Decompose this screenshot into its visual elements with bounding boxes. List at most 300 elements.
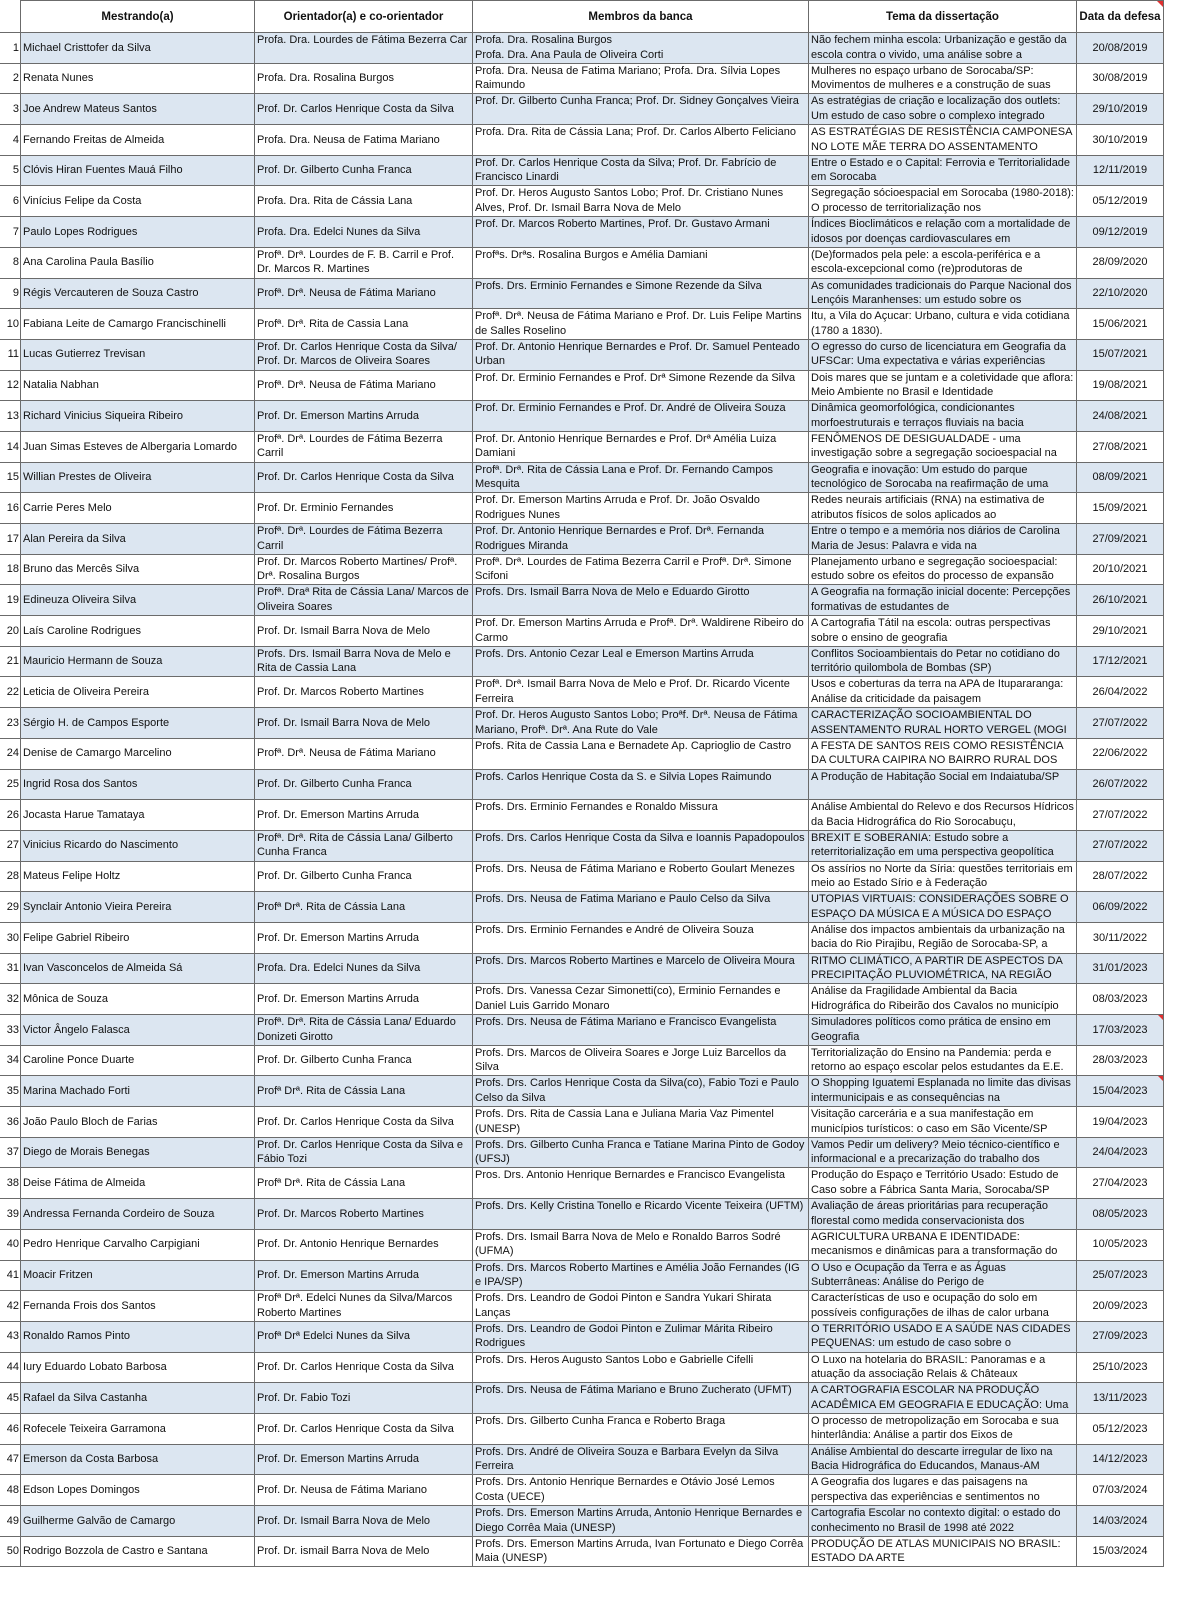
date-cell[interactable] <box>1077 1352 1164 1383</box>
committee-cell[interactable] <box>473 94 809 125</box>
advisor-cell[interactable] <box>255 401 473 432</box>
row-number[interactable] <box>1 738 21 769</box>
student-cell[interactable] <box>21 922 255 953</box>
committee-cell[interactable] <box>473 431 809 462</box>
committee-cell[interactable] <box>473 861 809 892</box>
row-number[interactable] <box>1 186 21 217</box>
theme-cell[interactable] <box>809 830 1077 861</box>
row-number[interactable] <box>1 155 21 186</box>
row-number[interactable] <box>1 1076 21 1107</box>
student-cell[interactable] <box>21 462 255 493</box>
date-cell[interactable] <box>1077 63 1164 94</box>
date-cell[interactable] <box>1077 309 1164 340</box>
theme-cell[interactable] <box>809 585 1077 616</box>
advisor-cell[interactable] <box>255 339 473 370</box>
row-number[interactable] <box>1 1229 21 1260</box>
theme-cell[interactable] <box>809 1413 1077 1444</box>
date-cell[interactable] <box>1077 892 1164 923</box>
row-number[interactable] <box>1 63 21 94</box>
date-cell[interactable] <box>1077 431 1164 462</box>
theme-cell[interactable] <box>809 1321 1077 1352</box>
committee-cell[interactable] <box>473 800 809 831</box>
advisor-cell[interactable] <box>255 1321 473 1352</box>
theme-cell[interactable] <box>809 1229 1077 1260</box>
theme-cell[interactable] <box>809 155 1077 186</box>
student-cell[interactable] <box>21 155 255 186</box>
committee-cell[interactable] <box>473 524 809 555</box>
date-cell[interactable] <box>1077 217 1164 248</box>
committee-cell[interactable] <box>473 922 809 953</box>
row-number[interactable] <box>1 1383 21 1414</box>
student-cell[interactable] <box>21 217 255 248</box>
theme-cell[interactable] <box>809 63 1077 94</box>
advisor-cell[interactable] <box>255 1107 473 1138</box>
committee-cell[interactable] <box>473 1229 809 1260</box>
date-cell[interactable] <box>1077 953 1164 984</box>
header-advisor[interactable]: Orientador(a) e co-orientador <box>255 1 473 33</box>
committee-cell[interactable] <box>473 1260 809 1291</box>
student-cell[interactable] <box>21 585 255 616</box>
student-cell[interactable] <box>21 1383 255 1414</box>
committee-cell[interactable] <box>473 33 809 64</box>
committee-cell[interactable] <box>473 953 809 984</box>
advisor-cell[interactable] <box>255 1260 473 1291</box>
theme-cell[interactable] <box>809 769 1077 800</box>
advisor-cell[interactable] <box>255 1475 473 1506</box>
date-cell[interactable] <box>1077 1413 1164 1444</box>
row-number[interactable] <box>1 585 21 616</box>
student-cell[interactable] <box>21 1291 255 1322</box>
student-cell[interactable] <box>21 186 255 217</box>
date-cell[interactable] <box>1077 94 1164 125</box>
committee-cell[interactable] <box>473 186 809 217</box>
theme-cell[interactable] <box>809 984 1077 1015</box>
theme-cell[interactable] <box>809 493 1077 524</box>
student-cell[interactable] <box>21 1107 255 1138</box>
advisor-cell[interactable] <box>255 953 473 984</box>
student-cell[interactable] <box>21 401 255 432</box>
student-cell[interactable] <box>21 94 255 125</box>
theme-cell[interactable] <box>809 370 1077 401</box>
date-cell[interactable] <box>1077 1199 1164 1230</box>
theme-cell[interactable] <box>809 708 1077 739</box>
row-number[interactable] <box>1 1137 21 1168</box>
committee-cell[interactable] <box>473 1475 809 1506</box>
theme-cell[interactable] <box>809 339 1077 370</box>
advisor-cell[interactable] <box>255 861 473 892</box>
committee-cell[interactable] <box>473 738 809 769</box>
theme-cell[interactable] <box>809 1015 1077 1046</box>
advisor-cell[interactable] <box>255 247 473 278</box>
committee-cell[interactable] <box>473 830 809 861</box>
committee-cell[interactable] <box>473 1045 809 1076</box>
advisor-cell[interactable] <box>255 94 473 125</box>
student-cell[interactable] <box>21 1045 255 1076</box>
student-cell[interactable] <box>21 1229 255 1260</box>
theme-cell[interactable] <box>809 1383 1077 1414</box>
row-number[interactable] <box>1 493 21 524</box>
date-cell[interactable] <box>1077 1444 1164 1475</box>
theme-cell[interactable] <box>809 125 1077 156</box>
advisor-cell[interactable] <box>255 738 473 769</box>
row-number[interactable] <box>1 1107 21 1138</box>
committee-cell[interactable] <box>473 401 809 432</box>
date-cell[interactable] <box>1077 1137 1164 1168</box>
advisor-cell[interactable] <box>255 1045 473 1076</box>
theme-cell[interactable] <box>809 217 1077 248</box>
student-cell[interactable] <box>21 1352 255 1383</box>
student-cell[interactable] <box>21 646 255 677</box>
advisor-cell[interactable] <box>255 309 473 340</box>
advisor-cell[interactable] <box>255 1199 473 1230</box>
date-cell[interactable] <box>1077 585 1164 616</box>
student-cell[interactable] <box>21 800 255 831</box>
row-number[interactable] <box>1 616 21 647</box>
row-number[interactable] <box>1 462 21 493</box>
row-number[interactable] <box>1 309 21 340</box>
committee-cell[interactable] <box>473 1137 809 1168</box>
theme-cell[interactable] <box>809 186 1077 217</box>
advisor-cell[interactable] <box>255 186 473 217</box>
row-number[interactable] <box>1 984 21 1015</box>
committee-cell[interactable] <box>473 1168 809 1199</box>
row-number[interactable] <box>1 1291 21 1322</box>
row-number[interactable] <box>1 1199 21 1230</box>
date-cell[interactable] <box>1077 769 1164 800</box>
advisor-cell[interactable] <box>255 585 473 616</box>
committee-cell[interactable] <box>473 370 809 401</box>
advisor-cell[interactable] <box>255 1383 473 1414</box>
row-number[interactable] <box>1 33 21 64</box>
advisor-cell[interactable] <box>255 892 473 923</box>
student-cell[interactable] <box>21 892 255 923</box>
committee-cell[interactable] <box>473 1291 809 1322</box>
row-number[interactable] <box>1 125 21 156</box>
theme-cell[interactable] <box>809 431 1077 462</box>
date-cell[interactable] <box>1077 922 1164 953</box>
student-cell[interactable] <box>21 830 255 861</box>
row-number[interactable] <box>1 677 21 708</box>
advisor-cell[interactable] <box>255 1076 473 1107</box>
header-date[interactable] <box>1077 1 1164 33</box>
advisor-cell[interactable] <box>255 1229 473 1260</box>
theme-cell[interactable] <box>809 554 1077 585</box>
date-cell[interactable] <box>1077 1536 1164 1567</box>
committee-cell[interactable] <box>473 247 809 278</box>
theme-cell[interactable] <box>809 1199 1077 1230</box>
date-cell[interactable] <box>1077 1506 1164 1537</box>
student-cell[interactable] <box>21 1413 255 1444</box>
row-number[interactable] <box>1 247 21 278</box>
student-cell[interactable] <box>21 1015 255 1046</box>
student-cell[interactable] <box>21 309 255 340</box>
committee-cell[interactable] <box>473 1444 809 1475</box>
student-cell[interactable] <box>21 738 255 769</box>
theme-cell[interactable] <box>809 1076 1077 1107</box>
advisor-cell[interactable] <box>255 1168 473 1199</box>
advisor-cell[interactable] <box>255 616 473 647</box>
date-cell[interactable] <box>1077 1045 1164 1076</box>
committee-cell[interactable] <box>473 125 809 156</box>
committee-cell[interactable] <box>473 646 809 677</box>
row-number[interactable] <box>1 1168 21 1199</box>
row-number[interactable] <box>1 769 21 800</box>
row-number[interactable] <box>1 431 21 462</box>
date-cell[interactable] <box>1077 984 1164 1015</box>
date-cell[interactable] <box>1077 278 1164 309</box>
advisor-cell[interactable] <box>255 769 473 800</box>
advisor-cell[interactable] <box>255 1352 473 1383</box>
student-cell[interactable] <box>21 953 255 984</box>
committee-cell[interactable] <box>473 677 809 708</box>
student-cell[interactable] <box>21 861 255 892</box>
student-cell[interactable] <box>21 984 255 1015</box>
committee-cell[interactable] <box>473 1321 809 1352</box>
student-cell[interactable] <box>21 1321 255 1352</box>
advisor-cell[interactable] <box>255 708 473 739</box>
advisor-cell[interactable] <box>255 63 473 94</box>
row-number[interactable] <box>1 94 21 125</box>
date-cell[interactable] <box>1077 339 1164 370</box>
advisor-cell[interactable] <box>255 1536 473 1567</box>
date-cell[interactable] <box>1077 738 1164 769</box>
row-number[interactable] <box>1 922 21 953</box>
committee-cell[interactable] <box>473 1506 809 1537</box>
student-cell[interactable] <box>21 33 255 64</box>
theme-cell[interactable] <box>809 646 1077 677</box>
comment-marker-icon[interactable] <box>1157 1 1163 7</box>
committee-cell[interactable] <box>473 1383 809 1414</box>
student-cell[interactable] <box>21 1137 255 1168</box>
date-cell[interactable] <box>1077 800 1164 831</box>
student-cell[interactable] <box>21 524 255 555</box>
theme-cell[interactable] <box>809 1444 1077 1475</box>
date-cell[interactable] <box>1077 493 1164 524</box>
student-cell[interactable] <box>21 769 255 800</box>
date-cell[interactable] <box>1077 646 1164 677</box>
theme-cell[interactable] <box>809 33 1077 64</box>
comment-marker-icon[interactable] <box>1158 1015 1163 1020</box>
committee-cell[interactable] <box>473 1199 809 1230</box>
theme-cell[interactable] <box>809 1291 1077 1322</box>
advisor-cell[interactable] <box>255 800 473 831</box>
row-number[interactable] <box>1 1045 21 1076</box>
comment-marker-icon[interactable] <box>1158 1076 1163 1081</box>
committee-cell[interactable] <box>473 339 809 370</box>
theme-cell[interactable] <box>809 1045 1077 1076</box>
date-cell[interactable] <box>1077 401 1164 432</box>
header-student[interactable]: Mestrando(a) <box>21 1 255 33</box>
date-cell[interactable] <box>1077 1168 1164 1199</box>
student-cell[interactable] <box>21 278 255 309</box>
date-cell[interactable] <box>1077 247 1164 278</box>
row-number[interactable] <box>1 646 21 677</box>
advisor-cell[interactable] <box>255 155 473 186</box>
committee-cell[interactable] <box>473 462 809 493</box>
row-number[interactable] <box>1 554 21 585</box>
row-number[interactable] <box>1 339 21 370</box>
committee-cell[interactable] <box>473 63 809 94</box>
row-number[interactable] <box>1 1260 21 1291</box>
theme-cell[interactable] <box>809 94 1077 125</box>
date-cell[interactable] <box>1077 155 1164 186</box>
row-number[interactable] <box>1 892 21 923</box>
advisor-cell[interactable] <box>255 922 473 953</box>
student-cell[interactable] <box>21 1260 255 1291</box>
row-number[interactable] <box>1 278 21 309</box>
date-cell[interactable] <box>1077 861 1164 892</box>
advisor-cell[interactable] <box>255 677 473 708</box>
student-cell[interactable] <box>21 63 255 94</box>
date-cell[interactable] <box>1077 1383 1164 1414</box>
student-cell[interactable] <box>21 1168 255 1199</box>
date-cell[interactable] <box>1077 830 1164 861</box>
committee-cell[interactable] <box>473 616 809 647</box>
row-number[interactable] <box>1 1475 21 1506</box>
theme-cell[interactable] <box>809 462 1077 493</box>
committee-cell[interactable] <box>473 1352 809 1383</box>
committee-cell[interactable] <box>473 554 809 585</box>
student-cell[interactable] <box>21 677 255 708</box>
theme-cell[interactable] <box>809 1506 1077 1537</box>
theme-cell[interactable] <box>809 1352 1077 1383</box>
date-cell[interactable] <box>1077 1321 1164 1352</box>
student-cell[interactable] <box>21 431 255 462</box>
student-cell[interactable] <box>21 1444 255 1475</box>
theme-cell[interactable] <box>809 1168 1077 1199</box>
advisor-cell[interactable] <box>255 1291 473 1322</box>
advisor-cell[interactable] <box>255 431 473 462</box>
theme-cell[interactable] <box>809 1536 1077 1567</box>
advisor-cell[interactable] <box>255 1506 473 1537</box>
date-cell[interactable] <box>1077 1291 1164 1322</box>
theme-cell[interactable] <box>809 800 1077 831</box>
theme-cell[interactable] <box>809 401 1077 432</box>
advisor-cell[interactable] <box>255 125 473 156</box>
committee-cell[interactable] <box>473 892 809 923</box>
advisor-cell[interactable] <box>255 493 473 524</box>
committee-cell[interactable] <box>473 585 809 616</box>
committee-cell[interactable] <box>473 1076 809 1107</box>
committee-cell[interactable] <box>473 984 809 1015</box>
row-number[interactable] <box>1 830 21 861</box>
date-cell[interactable] <box>1077 1229 1164 1260</box>
advisor-cell[interactable] <box>255 33 473 64</box>
student-cell[interactable] <box>21 1475 255 1506</box>
student-cell[interactable] <box>21 339 255 370</box>
date-cell[interactable] <box>1077 554 1164 585</box>
row-number[interactable] <box>1 524 21 555</box>
date-cell[interactable] <box>1077 462 1164 493</box>
row-number[interactable] <box>1 1352 21 1383</box>
header-committee[interactable]: Membros da banca <box>473 1 809 33</box>
row-number[interactable] <box>1 217 21 248</box>
date-cell[interactable] <box>1077 1107 1164 1138</box>
date-cell[interactable] <box>1077 186 1164 217</box>
theme-cell[interactable] <box>809 738 1077 769</box>
row-number[interactable] <box>1 1015 21 1046</box>
row-number[interactable] <box>1 953 21 984</box>
student-cell[interactable] <box>21 1199 255 1230</box>
theme-cell[interactable] <box>809 922 1077 953</box>
row-number[interactable] <box>1 1506 21 1537</box>
student-cell[interactable] <box>21 370 255 401</box>
committee-cell[interactable] <box>473 155 809 186</box>
advisor-cell[interactable] <box>255 1137 473 1168</box>
advisor-cell[interactable] <box>255 1015 473 1046</box>
advisor-cell[interactable] <box>255 370 473 401</box>
student-cell[interactable] <box>21 708 255 739</box>
row-number[interactable] <box>1 401 21 432</box>
student-cell[interactable] <box>21 125 255 156</box>
date-cell[interactable] <box>1077 616 1164 647</box>
advisor-cell[interactable] <box>255 1413 473 1444</box>
committee-cell[interactable] <box>473 769 809 800</box>
student-cell[interactable] <box>21 554 255 585</box>
student-cell[interactable] <box>21 616 255 647</box>
committee-cell[interactable] <box>473 708 809 739</box>
row-number[interactable] <box>1 1444 21 1475</box>
row-number[interactable] <box>1 1321 21 1352</box>
advisor-cell[interactable] <box>255 278 473 309</box>
theme-cell[interactable] <box>809 247 1077 278</box>
committee-cell[interactable] <box>473 1107 809 1138</box>
theme-cell[interactable] <box>809 1137 1077 1168</box>
student-cell[interactable] <box>21 1076 255 1107</box>
student-cell[interactable] <box>21 247 255 278</box>
row-number[interactable] <box>1 861 21 892</box>
header-theme[interactable]: Tema da dissertação <box>809 1 1077 33</box>
theme-cell[interactable] <box>809 677 1077 708</box>
theme-cell[interactable] <box>809 1475 1077 1506</box>
date-cell[interactable] <box>1077 125 1164 156</box>
theme-cell[interactable] <box>809 616 1077 647</box>
advisor-cell[interactable] <box>255 646 473 677</box>
theme-cell[interactable] <box>809 524 1077 555</box>
row-number[interactable] <box>1 370 21 401</box>
committee-cell[interactable] <box>473 493 809 524</box>
date-cell[interactable] <box>1077 1260 1164 1291</box>
advisor-cell[interactable] <box>255 554 473 585</box>
committee-cell[interactable] <box>473 278 809 309</box>
advisor-cell[interactable] <box>255 984 473 1015</box>
theme-cell[interactable] <box>809 309 1077 340</box>
date-cell[interactable] <box>1077 370 1164 401</box>
row-number[interactable] <box>1 708 21 739</box>
theme-cell[interactable] <box>809 1107 1077 1138</box>
theme-cell[interactable] <box>809 892 1077 923</box>
student-cell[interactable] <box>21 1536 255 1567</box>
theme-cell[interactable] <box>809 953 1077 984</box>
advisor-cell[interactable] <box>255 462 473 493</box>
advisor-cell[interactable] <box>255 524 473 555</box>
theme-cell[interactable] <box>809 278 1077 309</box>
date-cell[interactable] <box>1077 677 1164 708</box>
date-cell[interactable] <box>1077 1475 1164 1506</box>
row-number[interactable] <box>1 800 21 831</box>
date-cell[interactable] <box>1077 33 1164 64</box>
date-cell[interactable] <box>1077 708 1164 739</box>
committee-cell[interactable] <box>473 1536 809 1567</box>
row-number[interactable] <box>1 1536 21 1567</box>
date-cell[interactable] <box>1077 1015 1164 1046</box>
student-cell[interactable] <box>21 1506 255 1537</box>
advisor-cell[interactable] <box>255 1444 473 1475</box>
advisor-cell[interactable] <box>255 830 473 861</box>
header-number[interactable] <box>1 1 21 33</box>
theme-cell[interactable] <box>809 1260 1077 1291</box>
date-cell[interactable] <box>1077 524 1164 555</box>
